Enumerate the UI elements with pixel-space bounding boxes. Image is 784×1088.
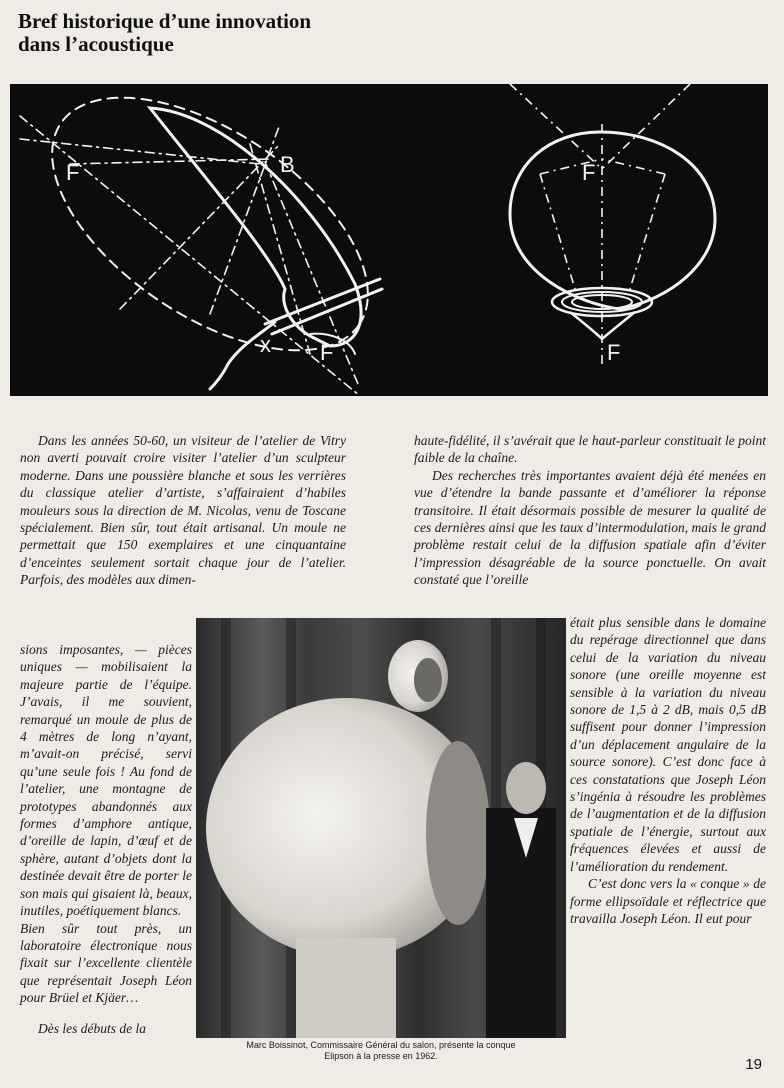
col2-text-2: Des recherches très importantes avaient déjà été menées en vue d’étendre la bande passante et d’améliorer la réponse transitoire. Il était désormais possible de mesurer la qualité de ces dernières ainsi que les taux d’intermodulation, mais le grand problème restait celui de la diffusion spatiale afin d’éviter l’impression désagréable de la source ponctuelle. On avait constaté que l’oreille [414, 467, 766, 588]
col2-text-3: était plus sensible dans le domaine du repérage directionnel que dans celui de la variation du niveau sonore (une oreille moyenne est sensible à la variation du niveau sonore de 1,5 à 2 dB, mais 0,5 dB suffisent pour donner l’impression d’un déplacement angulaire de la source sonore). C’est donc face à ces constatations que Joseph Léon s’ingénia à résoudre les problèmes de l’augmentation et de la diffusion spatiale de l’énergie, surtout aux fréquences élevées et aussi de l’amélioration du rendement. [570, 615, 766, 874]
col1-text-3: Bien sûr tout près, un laboratoire électronique nous fixait sur l’excellente clientèle que représentait Joseph Léon pour Brüel et Kjäer… [20, 920, 192, 1006]
conque-top-hole [414, 658, 442, 702]
article-title [18, 10, 418, 56]
label-f-top-right: F [582, 160, 596, 185]
col2-text-4: C’est donc vers la « conque » de forme ellipsoïdale et réflectrice que travailla Joseph Léon. Il eut pour [570, 876, 766, 926]
title-line-2: dans l’acoustique [18, 32, 174, 56]
photo-caption [196, 1040, 566, 1062]
column1-paragraph [20, 432, 346, 589]
page-number: 19 [745, 1056, 762, 1073]
label-f-bottom-left: F [320, 340, 334, 365]
column1-end [20, 1020, 192, 1037]
column2-paragraphs [414, 432, 766, 589]
egg-construction-lines [510, 84, 690, 369]
conque-photo [196, 618, 566, 1038]
conque-stand [296, 938, 396, 1038]
caption-line-2: Elipson à la presse en 1962. [324, 1051, 438, 1061]
label-b: B [280, 152, 295, 177]
photo-illustration [196, 618, 566, 1038]
label-f-top-left: F [66, 160, 80, 185]
column2-continued [570, 614, 766, 927]
label-f-bottom-right: F [607, 340, 621, 365]
conque-mouth [426, 741, 490, 925]
col1-text-1: Dans les années 50-60, un visiteur de l’atelier de Vitry non averti pouvait croire visiter l’atelier d’un sculpteur moderne. Dans une poussière blanche et sous les verrières du classique atelier d’artiste, s’affairaient d’habiles mouleurs sous la direction de M. Nicolas, venu de Toscane spécialement. Bien sûr, tout était artisanal. Un moule ne permettait que 150 exemplaires et une cinquantaine d’enceintes seulement sortait chaque jour de l’atelier. Parfois, des modèles aux dimen- [20, 433, 346, 588]
ellipse-outline [10, 84, 411, 396]
col1-text-2: sions imposantes, — pièces uniques — mobilisaient la majeure partie de l’équipe. J’avais, il me souvient, remarqué un moule de plus de 4 mètres de long n’ayant, m’avait-on précisé, servi qu’une seule fois ! Au fond de l’atelier, une montagne de prototypes abandonnés aux formes d’amphore antique, d’oreille de lapin, d’œuf et de sphère, autant d’objets dont la destinée devait être de porter le son mais qui gisaient là, beaux, inutiles, poétiquement blancs. [20, 642, 192, 919]
diagram-drawing [10, 84, 768, 396]
conque-arm [265, 279, 382, 334]
col1-text-4: Dès les débuts de la [38, 1021, 146, 1036]
column1-continued [20, 641, 192, 1007]
title-line-1: Bref historique d’une innovation [18, 9, 312, 33]
col2-text-1: haute-fidélité, il s’avérait que le haut-parleur constituait le point faible de la chaîne. [414, 433, 766, 466]
acoustic-diagram [10, 84, 768, 396]
label-x: x [260, 332, 271, 357]
caption-line-1: Marc Boissinot, Commissaire Général du salon, présente la conque [246, 1040, 516, 1050]
